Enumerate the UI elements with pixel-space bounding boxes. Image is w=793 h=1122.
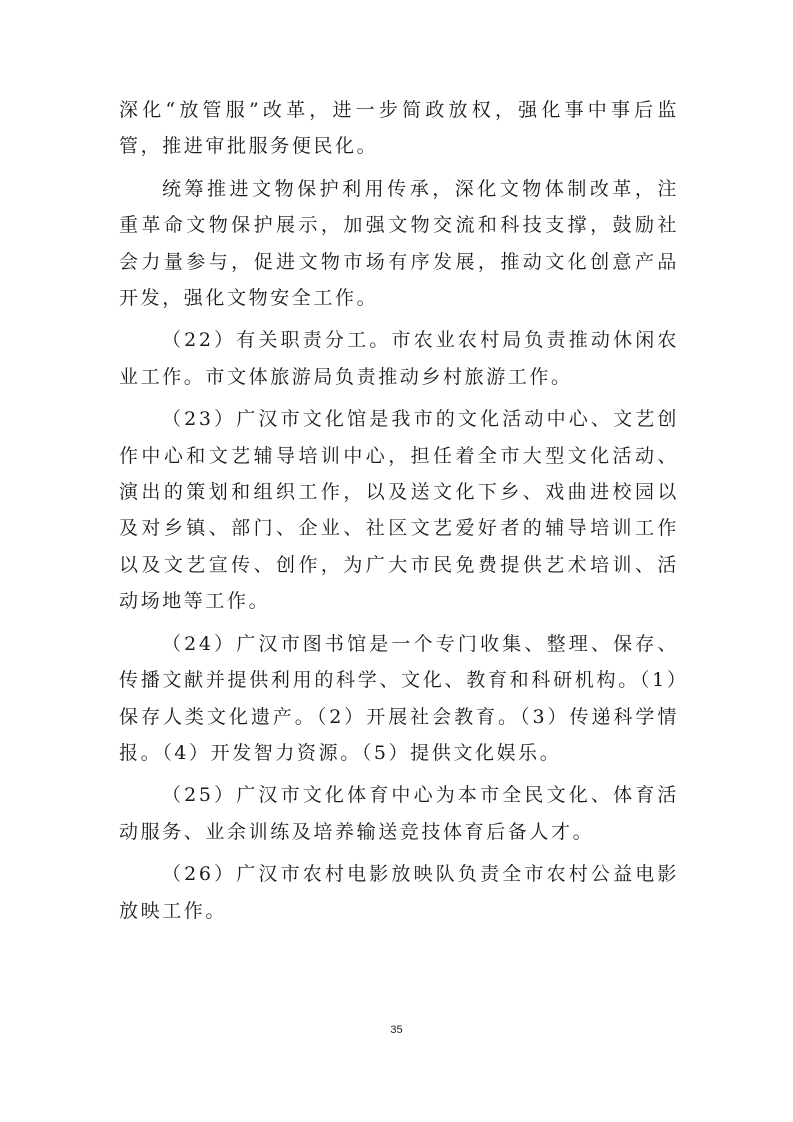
paragraph-item-25: （25）广汉市文化体育中心为本市全民文化、体育活动服务、业余训练及培养输送竞技体育后备人才。 bbox=[119, 784, 679, 843]
paragraph-item-24: （24）广汉市图书馆是一个专门收集、整理、保存、传播文献并提供利用的科学、文化、教育和科研机构。（1）保存人类文化遗产。（2）开展社会教育。（3）传递科学情报。（4）开发智力资源。（5）提供文化娱乐。 bbox=[119, 632, 679, 764]
paragraph-item-22: （22）有关职责分工。市农业农村局负责推动休闲农业工作。市文体旅游局负责推动乡村旅游工作。 bbox=[119, 329, 679, 388]
page-number: 35 bbox=[390, 1024, 403, 1036]
document-body bbox=[119, 92, 679, 929]
paragraph-item-26: （26）广汉市农村电影放映队负责全市农村公益电影放映工作。 bbox=[119, 863, 679, 922]
paragraph-cultural-relics: 统筹推进文物保护利用传承，深化文物体制改革，注重革命文物保护展示，加强文物交流和科技支撑，鼓励社会力量参与，促进文物市场有序发展，推动文化创意产品开发，强化文物安全工作。 bbox=[119, 177, 679, 310]
paragraph-continuation: 深化“放管服”改革，进一步简政放权，强化事中事后监管，推进审批服务便民化。 bbox=[119, 99, 679, 158]
paragraph-item-23: （23）广汉市文化馆是我市的文化活动中心、文艺创作中心和文艺辅导培训中心，担任着全市大型文化活动、演出的策划和组织工作，以及送文化下乡、戏曲进校园以及对乡镇、部门、企业、社区文艺爱好者的辅导培训工作以及文艺宣传、创作，为广大市民免费提供艺术培训、活动场地等工作。 bbox=[119, 408, 679, 613]
